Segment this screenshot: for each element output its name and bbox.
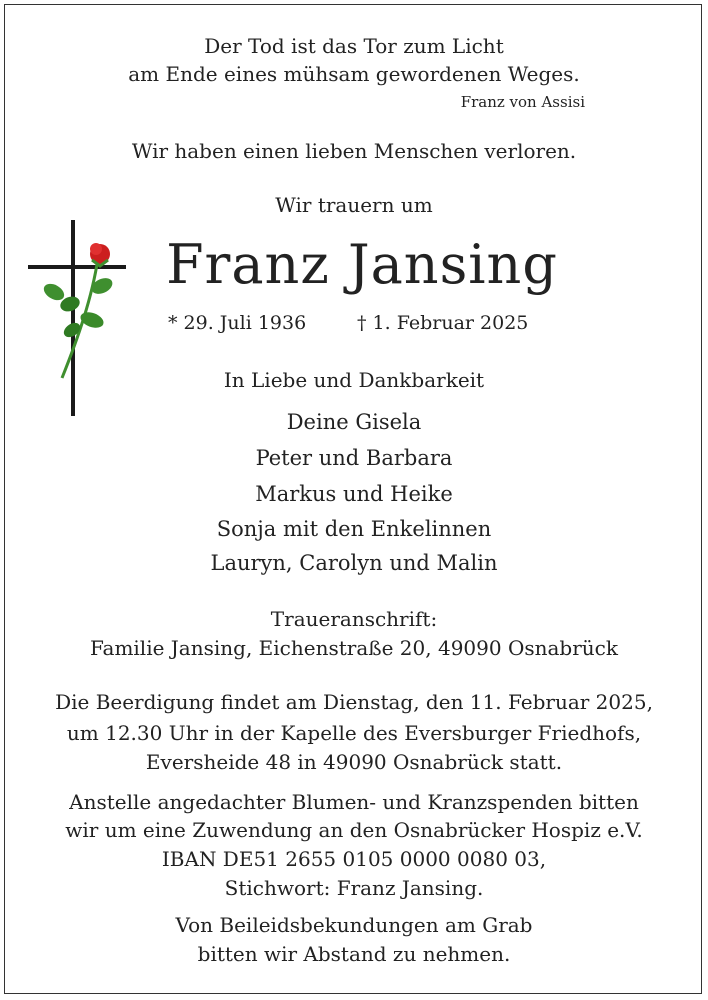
- love-text: In Liebe und Dankbarkeit: [223, 368, 485, 392]
- condolence-line: bitten wir Abstand zu nehmen.: [197, 942, 511, 966]
- address-value: Familie Jansing, Eichenstraße 20, 49090 Osnabrück: [90, 636, 618, 660]
- donation-line: wir um eine Zuwendung an den Osnabrücker Hospiz e.V.: [65, 818, 643, 842]
- donation-line: IBAN DE51 2655 0105 0000 0080 03,: [161, 847, 547, 871]
- funeral-line: Eversheide 48 in 49090 Osnabrück statt.: [145, 750, 563, 774]
- donation-line: Stichwort: Franz Jansing.: [224, 876, 484, 900]
- family-member: Lauryn, Carolyn und Malin: [210, 551, 498, 575]
- funeral-line: um 12.30 Uhr in der Kapelle des Eversburger Friedhofs,: [66, 721, 642, 745]
- quote-line-2: am Ende eines mühsam gewordenen Weges.: [128, 62, 580, 86]
- birth-date: * 29. Juli 1936: [168, 312, 307, 334]
- quote-author: Franz von Assisi: [460, 93, 585, 111]
- address-label: Traueranschrift:: [270, 607, 438, 631]
- funeral-line: Die Beerdigung findet am Dienstag, den 11. Februar 2025,: [55, 690, 653, 714]
- donation-line: Anstelle angedachter Blumen- und Kranzspenden bitten: [69, 790, 639, 814]
- family-member: Markus und Heike: [255, 482, 453, 506]
- mourn-text: Wir trauern um: [275, 193, 433, 217]
- deceased-name: Franz Jansing: [166, 233, 558, 296]
- family-member: Sonja mit den Enkelinnen: [216, 517, 492, 541]
- quote-line-1: Der Tod ist das Tor zum Licht: [204, 34, 504, 58]
- family-member: Peter und Barbara: [255, 446, 453, 470]
- intro-text: Wir haben einen lieben Menschen verloren.: [131, 139, 577, 163]
- death-date: † 1. Februar 2025: [357, 312, 529, 334]
- condolence-line: Von Beileidsbekundungen am Grab: [175, 913, 533, 937]
- family-member: Deine Gisela: [286, 410, 422, 434]
